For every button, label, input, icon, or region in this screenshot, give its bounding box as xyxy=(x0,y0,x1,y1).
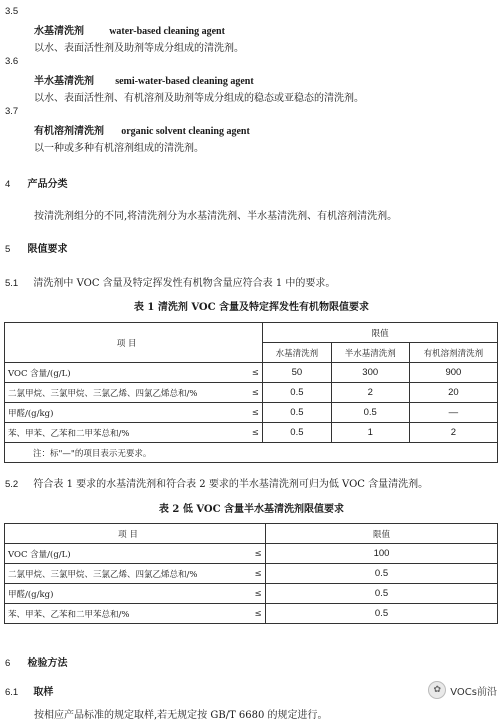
term-en: water-based cleaning agent xyxy=(109,26,225,37)
paragraph: 按清洗剂组分的不同,将清洗剂分为水基清洗剂、半水基清洗剂、有机溶剂清洗剂。 xyxy=(34,211,398,222)
section-number: 4 xyxy=(5,179,11,190)
paragraph xyxy=(5,274,335,289)
term-zh: 水基清洗剂 xyxy=(34,26,84,37)
paragraph xyxy=(5,475,428,490)
table-header-row xyxy=(5,524,498,544)
table-row xyxy=(5,604,498,624)
paragraph-text: 符合表 1 要求的水基清洗剂和符合表 2 要求的半水基清洗剂可归为低 VOC 含量清洗剂。 xyxy=(33,479,429,490)
row-item: 苯、甲苯、乙苯和二甲苯总和/% xyxy=(5,604,252,624)
term-zh: 半水基清洗剂 xyxy=(34,76,94,87)
table-row xyxy=(5,363,498,383)
cell-value: 2 xyxy=(331,383,409,403)
cell-value: 0.5 xyxy=(263,423,331,443)
section-number: 3.7 xyxy=(5,106,19,117)
watermark-text: VOCs前沿 xyxy=(450,686,497,698)
table-header-row xyxy=(5,323,498,343)
watermark xyxy=(428,681,497,699)
header-limit: 限值 xyxy=(263,323,498,343)
cell-value: 100 xyxy=(266,544,498,564)
header-spacer xyxy=(251,524,266,544)
cell-value: 300 xyxy=(331,363,409,383)
table-row xyxy=(5,564,498,584)
term-heading xyxy=(34,122,250,137)
term-heading xyxy=(34,22,225,37)
header-item: 项 目 xyxy=(5,323,249,363)
term-definition: 以水、表面活性剂、有机溶剂及助剂等成分组成的稳态或亚稳态的清洗剂。 xyxy=(34,93,364,104)
column-header: 半水基清洗剂 xyxy=(331,343,409,363)
cell-value: 0.5 xyxy=(263,383,331,403)
row-operator: ≤ xyxy=(251,584,266,604)
cell-value: 0.5 xyxy=(266,604,498,624)
table-caption: 表 1 清洗剂 VOC 含量及特定挥发性有机物限值要求 xyxy=(133,302,370,313)
section-number: 6.1 xyxy=(5,687,19,698)
wechat-logo-icon: ✿ xyxy=(428,681,446,699)
cell-value: 1 xyxy=(331,423,409,443)
row-operator: ≤ xyxy=(251,604,266,624)
section-title: 取样 xyxy=(33,687,54,698)
section-heading xyxy=(5,654,67,669)
limits-table-2 xyxy=(4,523,498,624)
section-number: 5 xyxy=(5,244,11,255)
row-operator: ≤ xyxy=(248,383,262,403)
column-header: 水基清洗剂 xyxy=(263,343,331,363)
table-note: 注：标"—"的项目表示无要求。 xyxy=(5,443,498,463)
row-operator: ≤ xyxy=(248,403,262,423)
table-row xyxy=(5,544,498,564)
cell-value: — xyxy=(409,403,497,423)
term-definition: 以一种或多种有机溶剂组成的清洗剂。 xyxy=(34,143,204,154)
cell-value: 900 xyxy=(409,363,497,383)
term-en: semi-water-based cleaning agent xyxy=(115,76,254,87)
cell-value: 0.5 xyxy=(266,564,498,584)
column-header: 有机溶剂清洗剂 xyxy=(409,343,497,363)
cell-value: 0.5 xyxy=(331,403,409,423)
paragraph: 按相应产品标准的规定取样,若无规定按 GB/T 6680 的规定进行。 xyxy=(34,710,328,721)
section-heading xyxy=(5,240,67,255)
term-en: organic solvent cleaning agent xyxy=(121,126,250,137)
table-note-row xyxy=(5,443,498,463)
section-heading xyxy=(5,683,53,698)
cell-value: 0.5 xyxy=(266,584,498,604)
header-spacer xyxy=(248,323,262,363)
row-operator: ≤ xyxy=(248,423,262,443)
header-item: 项 目 xyxy=(5,524,252,544)
section-heading xyxy=(5,175,67,190)
section-title: 检验方法 xyxy=(27,658,68,669)
section-number: 3.5 xyxy=(5,6,19,17)
row-item: 甲醛/(g/kg) xyxy=(5,584,252,604)
cell-value: 20 xyxy=(409,383,497,403)
row-item: 二氯甲烷、三氯甲烷、三氯乙烯、四氯乙烯总和/% xyxy=(5,564,252,584)
section-title: 产品分类 xyxy=(27,179,68,190)
cell-value: 0.5 xyxy=(263,403,331,423)
header-limit: 限值 xyxy=(266,524,498,544)
section-number: 5.2 xyxy=(5,479,19,490)
section-number: 5.1 xyxy=(5,278,19,289)
section-title: 限值要求 xyxy=(27,244,68,255)
paragraph-text: 清洗剂中 VOC 含量及特定挥发性有机物含量应符合表 1 中的要求。 xyxy=(33,278,336,289)
table-row xyxy=(5,403,498,423)
section-number: 6 xyxy=(5,658,11,669)
cell-value: 2 xyxy=(409,423,497,443)
row-item: 二氯甲烷、三氯甲烷、三氯乙烯、四氯乙烯总和/% xyxy=(5,383,249,403)
table-row xyxy=(5,584,498,604)
term-definition: 以水、表面活性剂及助剂等成分组成的清洗剂。 xyxy=(34,43,244,54)
row-item: 甲醛/(g/kg) xyxy=(5,403,249,423)
term-zh: 有机溶剂清洗剂 xyxy=(34,126,104,137)
row-item: VOC 含量/(g/L) xyxy=(5,363,249,383)
row-item: VOC 含量/(g/L) xyxy=(5,544,252,564)
term-heading xyxy=(34,72,254,87)
row-operator: ≤ xyxy=(248,363,262,383)
section-number: 3.6 xyxy=(5,56,19,67)
row-item: 苯、甲苯、乙苯和二甲苯总和/% xyxy=(5,423,249,443)
row-operator: ≤ xyxy=(251,544,266,564)
limits-table-1 xyxy=(4,322,498,463)
cell-value: 50 xyxy=(263,363,331,383)
table-row xyxy=(5,423,498,443)
table-caption: 表 2 低 VOC 含量半水基清洗剂限值要求 xyxy=(158,504,345,515)
table-row xyxy=(5,383,498,403)
row-operator: ≤ xyxy=(251,564,266,584)
